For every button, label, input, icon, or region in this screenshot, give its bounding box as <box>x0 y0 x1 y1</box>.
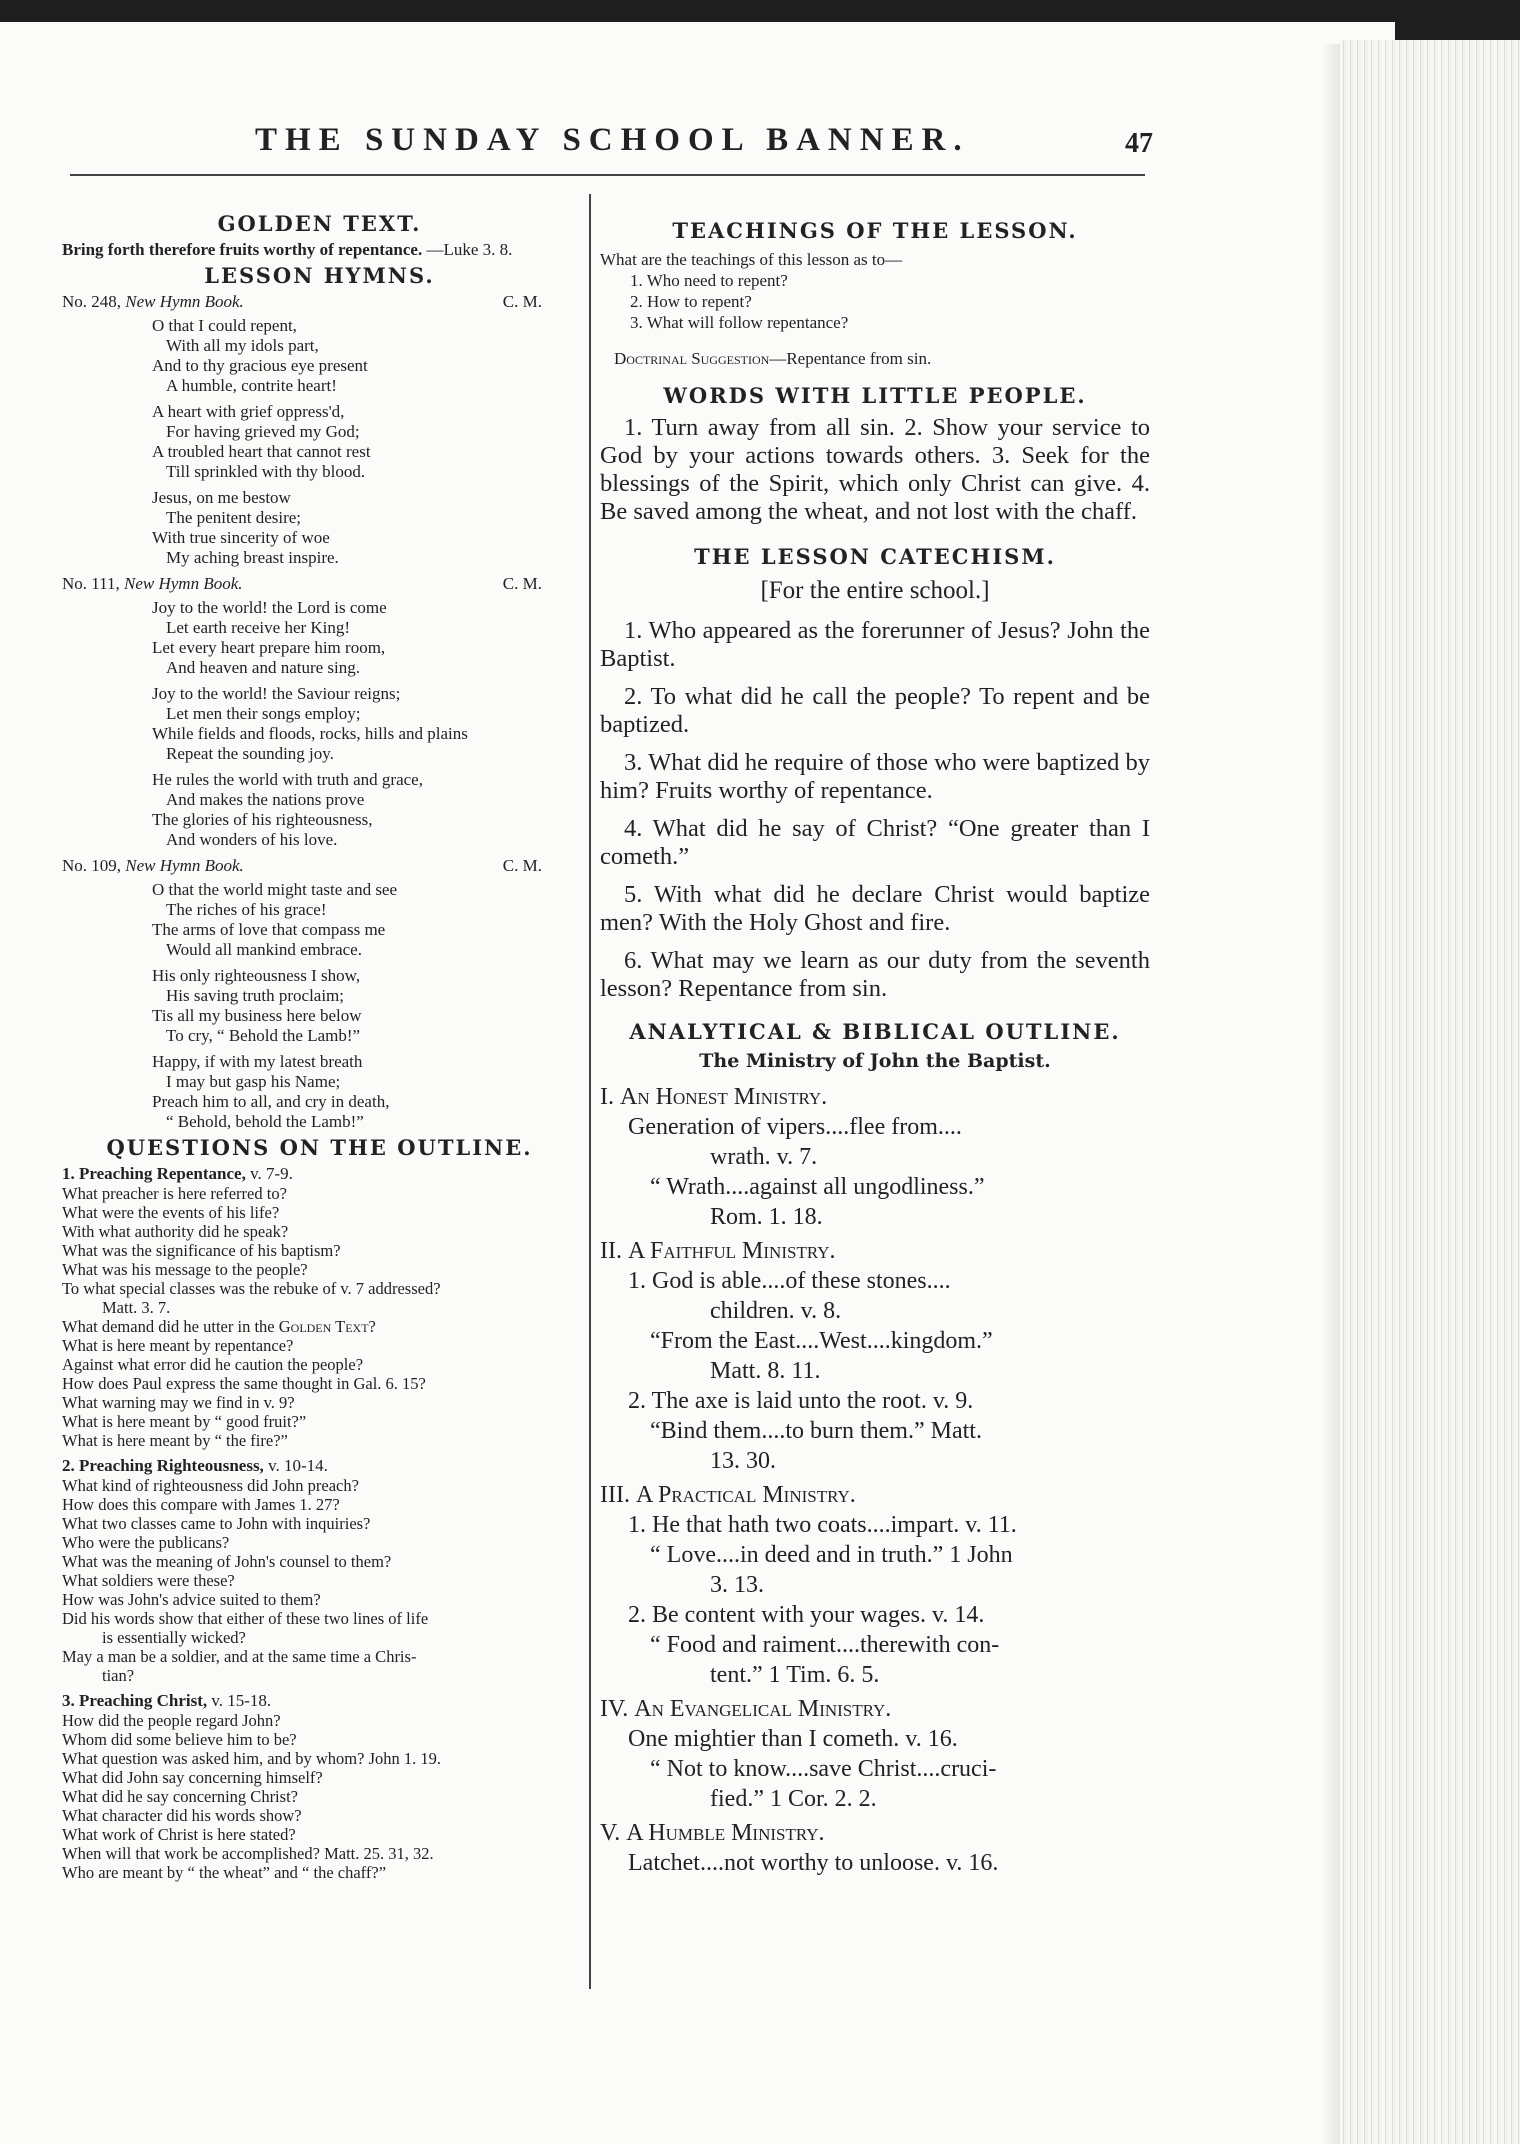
hymn-line: Preach him to all, and cry in death, <box>152 1092 390 1111</box>
hymn-stanza <box>152 316 577 396</box>
hymn-reference <box>62 292 244 312</box>
question-section-title <box>62 1456 577 1476</box>
hymn-line: The penitent desire; <box>166 508 302 527</box>
words-text: 1. Turn away from all sin. 2. Show your service to God by your actions towards others. 3. Seek for the blessings of the Spirit, which only Christ can give. 4. Be saved among the wheat, and not lost with the chaff. <box>600 414 1150 525</box>
golden-text-body: Bring forth therefore fruits worthy of repentance. <box>62 240 423 259</box>
catechism-subheading: [For the entire school.] <box>760 577 990 604</box>
question-line: Who are meant by “ the wheat” and “ the chaff?” <box>62 1863 387 1882</box>
outline-line: 2. The axe is laid unto the root. v. 9. <box>628 1388 974 1414</box>
hymn-meter: C. M. <box>502 292 542 311</box>
hymn-number: No. 111, <box>62 574 120 593</box>
question-line: What were the events of his life? <box>62 1203 280 1222</box>
question-line: What kind of righteousness did John preach? <box>62 1476 359 1495</box>
outline-heading: ANALYTICAL & BIBLICAL OUTLINE. <box>629 1019 1121 1044</box>
question-line: How was John's advice suited to them? <box>62 1590 321 1609</box>
hymn-number: No. 248, <box>62 292 122 311</box>
outline-line: One mightier than I cometh. v. 16. <box>628 1726 958 1752</box>
catechism-list <box>600 617 1150 1003</box>
golden-text-heading: GOLDEN TEXT. <box>217 211 422 236</box>
hymn-line: And heaven and nature sing. <box>166 658 361 677</box>
left-column <box>62 210 577 1882</box>
hymn-stanza <box>152 684 577 764</box>
teachings-list <box>600 270 1150 333</box>
hymn-book: New Hymn Book. <box>125 292 244 311</box>
question-line: May a man be a soldier, and at the same time a Chris- <box>62 1647 417 1666</box>
questions-heading: QUESTIONS ON THE OUTLINE. <box>106 1135 533 1160</box>
teaching-item: 2. How to repent? <box>630 292 752 311</box>
column-divider <box>589 194 591 1989</box>
page-header <box>70 106 1153 176</box>
hymn-line: Happy, if with my latest breath <box>152 1052 363 1071</box>
outline-title: A Practical Ministry. <box>635 1482 856 1508</box>
catechism-item: 2. To what did he call the people? To repent and be baptized. <box>600 683 1150 738</box>
question-line: How does this compare with James 1. 27? <box>62 1495 340 1514</box>
question-line: What warning may we find in v. 9? <box>62 1393 295 1412</box>
outline-line: “ Food and raiment....therewith con- <box>650 1632 1000 1658</box>
outline-section-5 <box>600 1818 1150 1848</box>
hymn-header <box>62 292 577 312</box>
outline-line: Matt. 8. 11. <box>710 1358 821 1384</box>
hymn-line: Let every heart prepare him room, <box>152 638 386 657</box>
outline <box>600 1082 1150 1878</box>
question-line: tian? <box>102 1666 135 1685</box>
catechism-item: 5. With what did he declare Christ would baptize men? With the Holy Ghost and fire. <box>600 881 1150 936</box>
question-line: What question was asked him, and by whom? John 1. 19. <box>62 1749 441 1768</box>
hymn-stanza <box>152 1052 577 1132</box>
catechism-item: 4. What did he say of Christ? “One greater than I cometh.” <box>600 815 1150 870</box>
hymn-line: Tis all my business here below <box>152 1006 362 1025</box>
hymn-reference <box>62 856 244 876</box>
outline-numeral: IV. <box>600 1696 629 1722</box>
hymn-line: And makes the nations prove <box>166 790 365 809</box>
question-line: Who were the publicans? <box>62 1533 230 1552</box>
outline-numeral: III. <box>600 1482 630 1508</box>
question-line: is essentially wicked? <box>102 1628 246 1647</box>
question-line: Did his words show that either of these two lines of life <box>62 1609 429 1628</box>
question-section-title <box>62 1691 577 1711</box>
hymn-stanza <box>152 966 577 1046</box>
hymn-line: A humble, contrite heart! <box>166 376 337 395</box>
hymn-stanza <box>152 770 577 850</box>
question-line: What preacher is here referred to? <box>62 1184 287 1203</box>
outline-line: Generation of vipers....flee from.... <box>628 1114 962 1140</box>
hymn-stanza <box>152 402 577 482</box>
catechism-item: 6. What may we learn as our duty from the seventh lesson? Repentance from sin. <box>600 947 1150 1002</box>
outline-line: “From the East....West....kingdom.” <box>650 1328 993 1354</box>
hymn-meter: C. M. <box>502 574 542 593</box>
outline-line: Latchet....not worthy to unloose. v. 16. <box>628 1850 999 1876</box>
hymn-line: With true sincerity of woe <box>152 528 330 547</box>
question-line: How did the people regard John? <box>62 1711 281 1730</box>
section-title: 3. Preaching Christ, <box>62 1691 208 1710</box>
outline-subheading: The Ministry of John the Baptist. <box>699 1050 1051 1072</box>
outline-title: An Honest Ministry. <box>620 1084 828 1110</box>
hymn-line: I may but gasp his Name; <box>166 1072 341 1091</box>
outline-line: Rom. 1. 18. <box>710 1204 823 1230</box>
catechism-item: 3. What did he require of those who were baptized by him? Fruits worthy of repentance. <box>600 749 1150 804</box>
hymn-line: His only righteousness I show, <box>152 966 361 985</box>
question-line: How does Paul express the same thought in Gal. 6. 15? <box>62 1374 426 1393</box>
words-heading: WORDS WITH LITTLE PEOPLE. <box>663 383 1087 408</box>
catechism-item: 1. Who appeared as the forerunner of Jesus? John the Baptist. <box>600 617 1150 672</box>
header-rule <box>70 174 1145 176</box>
teachings-intro: What are the teachings of this lesson as to— <box>600 250 903 269</box>
outline-title: An Evangelical Ministry. <box>634 1696 892 1722</box>
outline-section-3 <box>600 1480 1150 1510</box>
question-line: What work of Christ is here stated? <box>62 1825 296 1844</box>
hymn-line: “ Behold, behold the Lamb!” <box>166 1112 364 1131</box>
lesson-hymns-heading: LESSON HYMNS. <box>204 263 435 288</box>
section-verses: v. 10-14. <box>268 1456 328 1475</box>
outline-line: 13. 30. <box>710 1448 776 1474</box>
question-line: What character did his words show? <box>62 1806 302 1825</box>
teaching-item: 1. Who need to repent? <box>630 271 788 290</box>
hymn-line: Repeat the sounding joy. <box>166 744 334 763</box>
question-line: What did John say concerning himself? <box>62 1768 323 1787</box>
doctrinal-label: Doctrinal Suggestion— <box>614 349 787 368</box>
hymn-line: A troubled heart that cannot rest <box>152 442 371 461</box>
golden-text <box>62 240 577 260</box>
hymn-line: My aching breast inspire. <box>166 548 339 567</box>
hymn-line: Joy to the world! the Saviour reigns; <box>152 684 401 703</box>
section-verses: v. 7-9. <box>250 1164 293 1183</box>
hymn-line: The glories of his righteousness, <box>152 810 373 829</box>
question-line: What is here meant by repentance? <box>62 1336 294 1355</box>
hymn-header <box>62 856 577 876</box>
running-title: THE SUNDAY SCHOOL BANNER. <box>255 122 970 158</box>
outline-title: A Humble Ministry. <box>626 1820 825 1846</box>
teaching-item: 3. What will follow repentance? <box>630 313 849 332</box>
question-line: What demand did he utter in the Golden Text? <box>62 1317 376 1336</box>
outline-line: 2. Be content with your wages. v. 14. <box>628 1602 985 1628</box>
hymn-line: Till sprinkled with thy blood. <box>166 462 366 481</box>
hymn-line: The riches of his grace! <box>166 900 327 919</box>
outline-numeral: V. <box>600 1820 621 1846</box>
outline-numeral: II. <box>600 1238 622 1264</box>
hymn-number: No. 109, <box>62 856 122 875</box>
catechism-heading: THE LESSON CATECHISM. <box>694 544 1056 569</box>
hymn-line: And to thy gracious eye present <box>152 356 368 375</box>
question-line: What is here meant by “ good fruit?” <box>62 1412 307 1431</box>
outline-line: tent.” 1 Tim. 6. 5. <box>710 1662 880 1688</box>
hymn-book: New Hymn Book. <box>125 856 244 875</box>
hymns-list <box>62 292 577 1132</box>
doctrinal-text: Repentance from sin. <box>786 349 932 368</box>
hymn-line: He rules the world with truth and grace, <box>152 770 423 789</box>
golden-text-ref: —Luke 3. 8. <box>426 240 513 259</box>
hymn-line: O that I could repent, <box>152 316 297 335</box>
hymn-line: The arms of love that compass me <box>152 920 386 939</box>
outline-line: 3. 13. <box>710 1572 764 1598</box>
outline-section-4 <box>600 1694 1150 1724</box>
hymn-line: Jesus, on me bestow <box>152 488 291 507</box>
hymn-line: Let men their songs employ; <box>166 704 361 723</box>
hymn-line: To cry, “ Behold the Lamb!” <box>166 1026 361 1045</box>
question-line: What is here meant by “ the fire?” <box>62 1431 288 1450</box>
hymn-line: While fields and floods, rocks, hills and plains <box>152 724 468 743</box>
outline-section-1 <box>600 1082 1150 1112</box>
hymn-line: Let earth receive her King! <box>166 618 351 637</box>
questions-list <box>62 1164 577 1882</box>
question-line: What was the meaning of John's counsel to them? <box>62 1552 392 1571</box>
right-column <box>600 210 1150 1878</box>
hymn-line: A heart with grief oppress'd, <box>152 402 345 421</box>
hymn-line: Would all mankind embrace. <box>166 940 362 959</box>
question-line: When will that work be accomplished? Matt. 25. 31, 32. <box>62 1844 434 1863</box>
outline-line: children. v. 8. <box>710 1298 842 1324</box>
page-number: 47 <box>1125 128 1153 159</box>
outline-line: 1. He that hath two coats....impart. v. 11. <box>628 1512 1017 1538</box>
outline-line: “ Wrath....against all ungodliness.” <box>650 1174 985 1200</box>
book-page-edges <box>1340 40 1520 2144</box>
section-title: 2. Preaching Righteousness, <box>62 1456 264 1475</box>
hymn-line: O that the world might taste and see <box>152 880 398 899</box>
question-line: What two classes came to John with inquiries? <box>62 1514 371 1533</box>
outline-line: wrath. v. 7. <box>710 1144 818 1170</box>
question-line: With what authority did he speak? <box>62 1222 289 1241</box>
hymn-header <box>62 574 577 594</box>
hymn-stanza <box>152 598 577 678</box>
hymn-line: For having grieved my God; <box>166 422 360 441</box>
outline-line: “ Not to know....save Christ....cruci- <box>650 1756 997 1782</box>
hymn-line: And wonders of his love. <box>166 830 338 849</box>
hymn-book: New Hymn Book. <box>124 574 243 593</box>
outline-numeral: I. <box>600 1084 614 1110</box>
outline-line: “ Love....in deed and in truth.” 1 John <box>650 1542 1013 1568</box>
outline-line: 1. God is able....of these stones.... <box>628 1268 951 1294</box>
outline-section-2 <box>600 1236 1150 1266</box>
teachings-heading: TEACHINGS OF THE LESSON. <box>672 218 1078 243</box>
section-title: 1. Preaching Repentance, <box>62 1164 246 1183</box>
hymn-stanza <box>152 488 577 568</box>
hymn-line: His saving truth proclaim; <box>166 986 345 1005</box>
hymn-meter: C. M. <box>502 856 542 875</box>
doctrinal-suggestion <box>614 349 1150 369</box>
question-line: Matt. 3. 7. <box>102 1298 171 1317</box>
question-line: What was his message to the people? <box>62 1260 308 1279</box>
outline-line: fied.” 1 Cor. 2. 2. <box>710 1786 877 1812</box>
hymn-line: With all my idols part, <box>166 336 319 355</box>
book-page <box>0 22 1395 2144</box>
section-verses: v. 15-18. <box>211 1691 272 1710</box>
hymn-reference <box>62 574 243 594</box>
outline-line: “Bind them....to burn them.” Matt. <box>650 1418 982 1444</box>
question-line: Whom did some believe him to be? <box>62 1730 297 1749</box>
question-line: What did he say concerning Christ? <box>62 1787 298 1806</box>
hymn-stanza <box>152 880 577 960</box>
question-line: To what special classes was the rebuke of v. 7 addressed? <box>62 1279 441 1298</box>
question-line: Against what error did he caution the people? <box>62 1355 364 1374</box>
question-line: What soldiers were these? <box>62 1571 235 1590</box>
question-line: What was the significance of his baptism? <box>62 1241 341 1260</box>
question-section-title <box>62 1164 577 1184</box>
hymn-line: Joy to the world! the Lord is come <box>152 598 387 617</box>
outline-title: A Faithful Ministry. <box>627 1238 836 1264</box>
